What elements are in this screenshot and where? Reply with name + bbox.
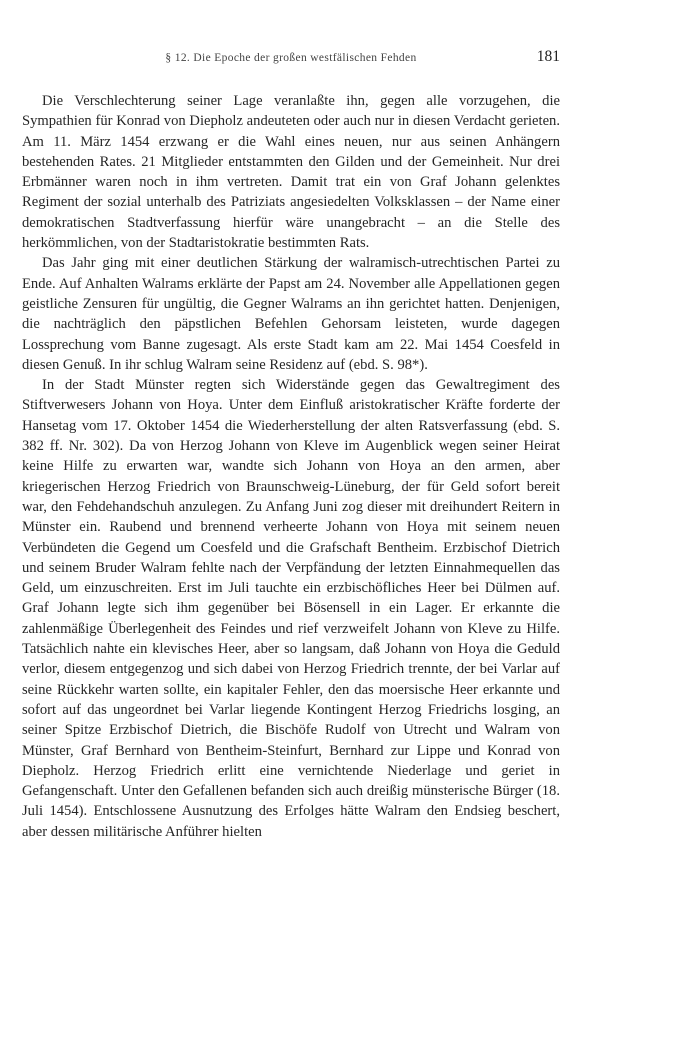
book-page: [22, 48, 560, 842]
paragraph-3: In der Stadt Münster regten sich Widerstände gegen das Gewaltregiment des Stiftverwesers Johann von Hoya. Unter dem Einfluß aristokratischer Kräfte forderte der Hansetag vom 17. Oktober 1454 die Wiederherstellung der alten Ratsverfassung (ebd. S. 382 ff. Nr. 302). Da von Herzog Johann von Kleve im Augenblick wegen seiner Heirat keine Hilfe zu erwarten war, wandte sich Johann von Hoya an den armen, aber kriegerischen Herzog Friedrich von Braunschweig-Lüneburg, der für Geld sofort bereit war, den Fehdehandschuh anzulegen. Zu Anfang Juni zog dieser mit dreihundert Reitern in Münster ein. Raubend und brennend verheerte Johann von Hoya mit seinem neuen Verbündeten die Gegend um Coesfeld und die Grafschaft Bentheim. Erzbischof Dietrich und seinem Bruder Walram fehlte nach der Verpfändung der letzten Einnahmequellen das Geld, um einzuschreiten. Erst im Juli tauchte ein erzbischöfliches Heer bei Dülmen auf. Graf Johann legte sich ihm gegenüber bei Bösensell in ein Lager. Er erkannte die zahlenmäßige Überlegenheit des Feindes und rief verzweifelt Johann von Kleve zu Hilfe. Tatsächlich nahte ein klevisches Heer, aber so langsam, daß Johann von Hoya die Geduld verlor, diesem entgegenzog und sich dabei von Herzog Friedrich trennte, der bei Varlar auf seine Rückkehr warten sollte, ein kapitaler Fehler, den das moersische Heer erkannte und sofort auf das ungeordnet bei Varlar liegende Kontingent Herzog Friedrichs losging, an seiner Spitze Erzbischof Dietrich, die Bischöfe Rudolf von Utrecht und Walram von Münster, Graf Bernhard von Bentheim-Steinfurt, Bernhard zur Lippe und Konrad von Diepholz. Herzog Friedrich erlitt eine vernichtende Niederlage und geriet in Gefangenschaft. Unter den Gefallenen befanden sich auch dreißig münsterische Bürger (18. Juli 1454). Entschlossene Ausnutzung des Erfolges hätte Walram den Endsieg beschert, aber dessen militärische Anführer hielten: [22, 377, 560, 840]
page-number: 181: [536, 48, 560, 65]
paragraph-2: Das Jahr ging mit einer deutlichen Stärkung der walramisch-utrechtischen Partei zu Ende. Auf Anhalten Walrams erklärte der Papst am 24. November alle Appellationen gegen geistliche Zensuren für ungültig, die Gegner Walrams an ihn gerichtet hatten. Denjenigen, die nachträglich den päpstlichen Befehlen Gehorsam leisteten, wurde dagegen Lossprechung vom Banne zugesagt. Als erste Stadt kam am 22. Mai 1454 Coesfeld in diesen Genuß. In ihr schlug Walram seine Residenz auf (ebd. S. 98*).: [22, 255, 560, 373]
running-title: § 12. Die Epoche der großen westfälischen Fehden: [165, 52, 417, 64]
running-header: [22, 48, 560, 72]
body-text: [22, 91, 560, 842]
paragraph-1: Die Verschlechterung seiner Lage veranlaßte ihn, gegen alle vorzugehen, die Sympathien für Konrad von Diepholz andeuteten oder auch nur in diesen Verdacht gerieten. Am 11. März 1454 erzwang er die Wahl eines neuen, nur aus seinen Anhängern bestehenden Rates. 21 Mitglieder entstammten den Gilden und der Gemeinheit. Nur drei Erbmänner waren noch in ihm vertreten. Damit trat ein von Graf Johann gelenktes Regiment der sozial unterhalb des Patriziats angesiedelten Volksklassen – der Name einer demokratischen Stadtverfassung hierfür wäre unangebracht – an die Stelle des herkömmlichen, von der Stadtaristokratie bestimmten Rats.: [22, 93, 560, 252]
